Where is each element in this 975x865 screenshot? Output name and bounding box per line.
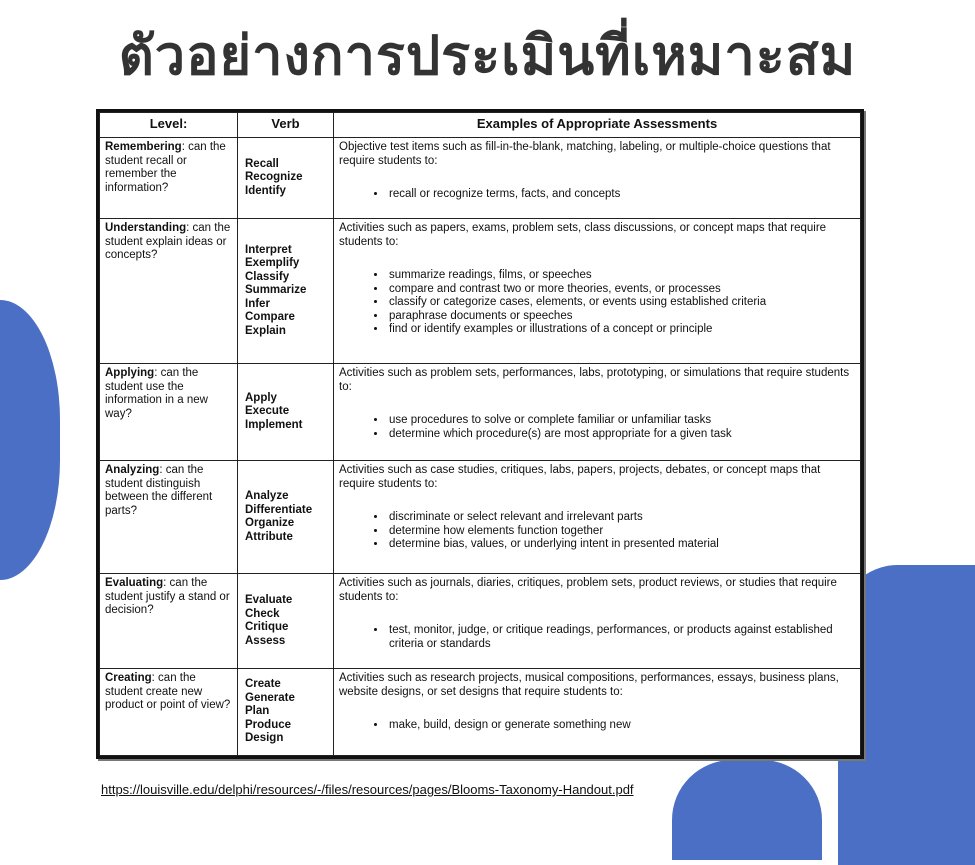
- verb: Infer: [245, 297, 270, 310]
- assessment-intro: Activities such as research projects, musical compositions, performances, essays, business plans, website designs, or set designs that require students to:: [339, 672, 839, 698]
- level-cell: [100, 461, 238, 574]
- verb: Design: [245, 732, 284, 745]
- level-name: Analyzing: [105, 464, 160, 476]
- verb: Analyze: [245, 490, 289, 502]
- assessment-intro: Activities such as papers, exams, problem sets, class discussions, or concept maps that require students to:: [339, 222, 827, 248]
- table-row: [100, 669, 861, 756]
- assessment-item: • recall or recognize terms, facts, and concepts: [387, 188, 855, 202]
- verb: Execute: [245, 405, 290, 418]
- level-cell: [100, 364, 238, 461]
- verb: Apply: [245, 391, 277, 404]
- assessment-item: • summarize readings, films, or speeches: [387, 269, 855, 283]
- level-description: : can the student explain ideas or concepts?: [105, 222, 231, 261]
- level-name: Creating: [105, 672, 152, 684]
- verb: Evaluate: [245, 594, 293, 606]
- decorative-blob-left: [0, 300, 60, 580]
- decorative-blob-bottom: [672, 760, 822, 860]
- assessment-item: • determine how elements function together: [387, 525, 855, 539]
- verb-cell: [238, 461, 334, 574]
- verb: Compare: [245, 311, 295, 324]
- assessment-item: • discriminate or select relevant and irrelevant parts: [387, 511, 855, 525]
- level-description: : can the student recall or remember the information?: [105, 141, 226, 194]
- verb: Identify: [245, 184, 286, 197]
- level-cell: [100, 219, 238, 364]
- level-description: : can the student justify a stand or decision?: [105, 577, 230, 616]
- verb-cell: [238, 219, 334, 364]
- header-assessments: Examples of Appropriate Assessments: [334, 113, 861, 138]
- assessment-item: • determine bias, values, or underlying intent in presented material: [387, 538, 855, 552]
- assessment-item: • compare and contrast two or more theories, events, or processes: [387, 283, 855, 297]
- assessment-cell: [334, 669, 861, 756]
- level-name: Remembering: [105, 141, 182, 153]
- verb: Summarize: [245, 284, 307, 297]
- verb: Classify: [245, 270, 290, 283]
- header-level: Level:: [100, 113, 238, 138]
- assessment-item: • paraphrase documents or speeches: [387, 310, 855, 324]
- verb: Produce: [245, 718, 292, 731]
- header-verb: Verb: [238, 113, 334, 138]
- assessment-list: [339, 269, 855, 337]
- verb: Check: [245, 607, 280, 620]
- blooms-taxonomy-table-container: [96, 109, 864, 759]
- verb: Critique: [245, 621, 289, 633]
- verb: Attribute: [245, 530, 293, 543]
- assessment-cell: [334, 364, 861, 461]
- verb: Recognize: [245, 171, 303, 184]
- level-description: : can the student distinguish between the different parts?: [105, 464, 213, 517]
- assessment-list: [339, 624, 855, 651]
- verb: Create: [245, 678, 281, 691]
- verb: Recall: [245, 157, 279, 170]
- verb: Explain: [245, 324, 286, 337]
- assessment-intro: Objective test items such as fill-in-the-blank, matching, labeling, or multiple-choice questions that require students to:: [339, 141, 831, 167]
- assessment-intro: Activities such as problem sets, performances, labs, prototyping, or simulations that require students to:: [339, 367, 850, 393]
- verb: Differentiate: [245, 503, 313, 516]
- assessment-item: • use procedures to solve or complete familiar or unfamiliar tasks: [387, 414, 855, 428]
- assessment-item: • find or identify examples or illustrations of a concept or principle: [387, 323, 855, 337]
- verb: Generate: [245, 691, 295, 704]
- verb-cell: [238, 669, 334, 756]
- verb: Exemplify: [245, 257, 300, 270]
- verb-cell: [238, 138, 334, 219]
- page-title: ตัวอย่างการประเมินที่เหมาะสม: [118, 24, 857, 87]
- assessment-item: • test, monitor, judge, or critique readings, performances, or products against established criteria or standards: [387, 624, 855, 651]
- level-cell: [100, 669, 238, 756]
- assessment-cell: [334, 461, 861, 574]
- assessment-cell: [334, 138, 861, 219]
- assessment-cell: [334, 219, 861, 364]
- verb-cell: [238, 574, 334, 669]
- source-link[interactable]: https://louisville.edu/delphi/resources/-/files/resources/pages/Blooms-Taxonomy-Handout.pdf: [101, 782, 634, 797]
- level-description: : can the student use the information in a new way?: [105, 367, 208, 420]
- table-row: [100, 364, 861, 461]
- level-name: Understanding: [105, 222, 187, 234]
- assessment-list: [339, 188, 855, 202]
- table-row: [100, 219, 861, 364]
- table-header-row: [100, 113, 861, 138]
- table-row: [100, 461, 861, 574]
- assessment-list: [339, 414, 855, 441]
- level-name: Applying: [105, 367, 155, 379]
- verb: Plan: [245, 705, 270, 718]
- assessment-list: [339, 719, 855, 733]
- level-name: Evaluating: [105, 577, 164, 589]
- assessment-item: • determine which procedure(s) are most appropriate for a given task: [387, 428, 855, 442]
- assessment-list: [339, 511, 855, 552]
- table-row: [100, 574, 861, 669]
- blooms-taxonomy-table: [99, 112, 861, 756]
- assessment-item: • classify or categorize cases, elements, or events using established criteria: [387, 296, 855, 310]
- level-cell: [100, 138, 238, 219]
- assessment-intro: Activities such as case studies, critiques, labs, papers, projects, debates, or concept maps that require students to:: [339, 464, 821, 490]
- verb: Interpret: [245, 243, 292, 256]
- table-row: [100, 138, 861, 219]
- level-description: : can the student create new product or point of view?: [105, 672, 231, 711]
- verb-cell: [238, 364, 334, 461]
- assessment-item: • make, build, design or generate something new: [387, 719, 855, 733]
- assessment-cell: [334, 574, 861, 669]
- assessment-intro: Activities such as journals, diaries, critiques, problem sets, product reviews, or studies that require students to:: [339, 577, 837, 603]
- verb: Assess: [245, 634, 286, 647]
- verb: Implement: [245, 418, 303, 431]
- level-cell: [100, 574, 238, 669]
- verb: Organize: [245, 517, 295, 529]
